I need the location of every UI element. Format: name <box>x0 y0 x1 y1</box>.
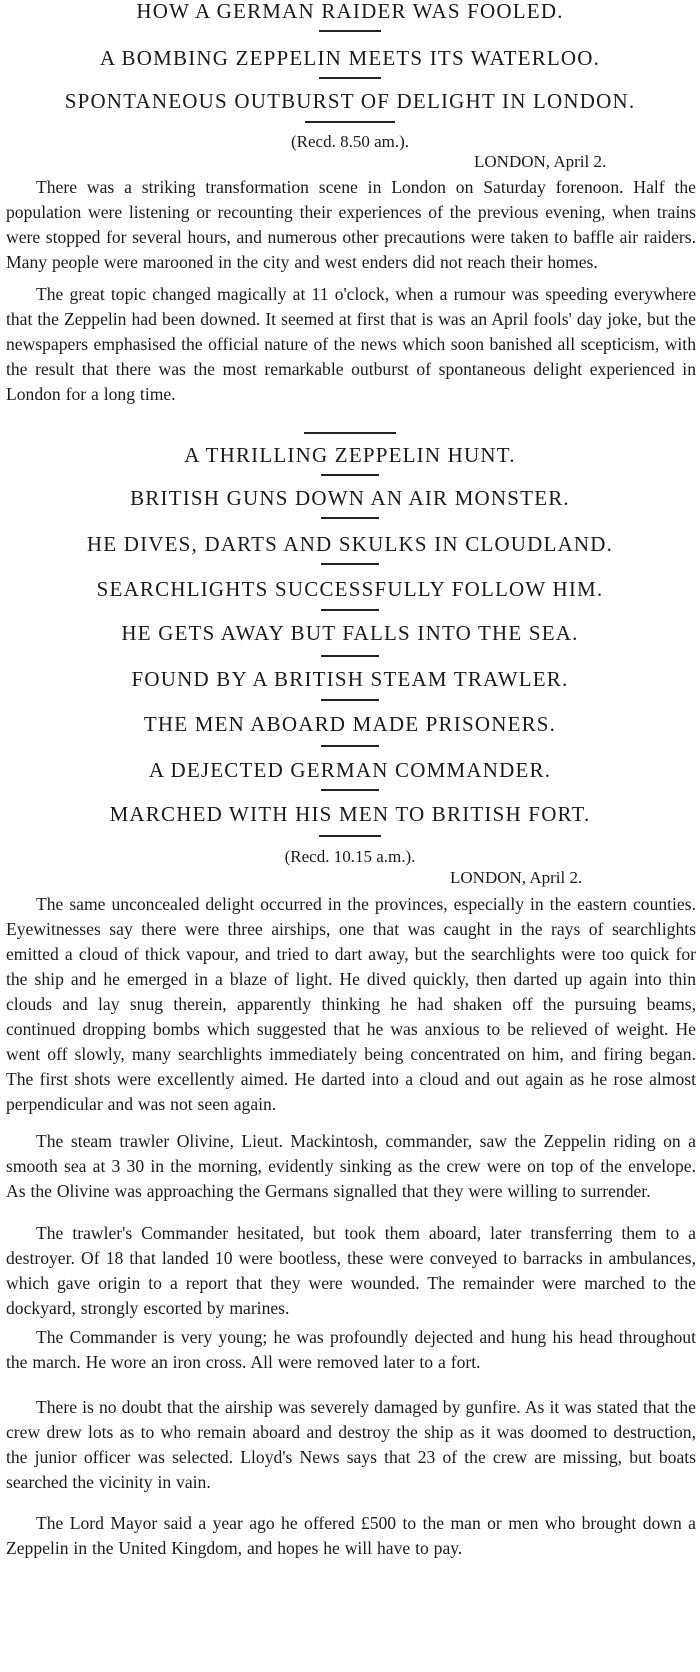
headline-falls-into-sea: HE GETS AWAY BUT FALLS INTO THE SEA. <box>121 621 579 645</box>
headline-divider <box>321 563 379 565</box>
dateline-2: LONDON, April 2. <box>450 868 583 887</box>
paragraph-olivine: The steam trawler Olivine, Lieut. Mackintosh, commander, saw the Zeppelin riding on a smooth sea at 3 30 in the morning, evidently sinking as the crew were on top of the envelope. As the Olivine was approaching the Germans signalled that they were willing to surrender. <box>6 1131 696 1201</box>
headline-dives-darts: HE DIVES, DARTS AND SKULKS IN CLOUDLAND. <box>86 532 614 556</box>
dateline-1: LONDON, April 2. <box>474 152 607 171</box>
section-divider <box>304 432 396 434</box>
headline-zeppelin-hunt: A THRILLING ZEPPELIN HUNT. <box>184 443 516 467</box>
paragraph-lord-mayor: The Lord Mayor said a year ago he offered £500 to the man or men who brought down a Zeppelin in the United Kingdom, and hopes he will have to pay. <box>6 1513 696 1558</box>
headline-dejected-commander: A DEJECTED GERMAN COMMANDER. <box>148 758 552 782</box>
headline-divider <box>321 474 379 476</box>
paragraph-trawler-commander: The trawler's Commander hesitated, but took them aboard, later transferring them to a destroyer. Of 18 that landed 10 were bootless, these were conveyed to barracks in ambulances, which gave origin to a report that they were wounded. The remainder were marched to the dockyard, strongly escorted by marines. <box>6 1223 696 1318</box>
headline-raider-fooled: HOW A GERMAN RAIDER WAS FOOLED. <box>136 0 564 23</box>
headline-british-fort: MARCHED WITH HIS MEN TO BRITISH FORT. <box>109 802 591 826</box>
paragraph-transformation: There was a striking transformation scene in London on Saturday forenoon. Half the population were listening or recounting their experiences of the previous evening, when trains were stopped for several hours, and numerous other precautions were taken to baffle air raiders. Many people were marooned in the city and west enders did not reach their homes. <box>6 177 696 272</box>
headline-divider <box>321 789 379 791</box>
paragraph-young-commander: The Commander is very young; he was profoundly dejected and hung his head throughout the march. He wore an iron cross. All were removed later to a fort. <box>6 1327 696 1372</box>
received-time-2: (Recd. 10.15 a.m.). <box>284 847 416 866</box>
headline-prisoners: THE MEN ABOARD MADE PRISONERS. <box>143 712 557 736</box>
headline-divider <box>305 121 395 123</box>
headline-divider <box>321 517 379 519</box>
headline-british-guns: BRITISH GUNS DOWN AN AIR MONSTER. <box>130 486 570 510</box>
headline-divider <box>321 655 379 657</box>
headline-divider <box>319 30 381 32</box>
headline-steam-trawler: FOUND BY A BRITISH STEAM TRAWLER. <box>131 667 569 691</box>
headline-zeppelin-waterloo: A BOMBING ZEPPELIN MEETS ITS WATERLOO. <box>99 46 601 70</box>
paragraph-great-topic: The great topic changed magically at 11 o'clock, when a rumour was speeding everywhere that the Zeppelin had been downed. It seemed at first that is was an April fools' day joke, but the newspapers emphasised the official nature of the news which soon banished all scepticism, with the result that there was the most remarkable outburst of spontaneous delight experienced in London for a long time. <box>6 284 696 404</box>
received-time-1: (Recd. 8.50 am.). <box>290 132 410 151</box>
headline-outburst-delight: SPONTANEOUS OUTBURST OF DELIGHT IN LONDON. <box>64 89 636 113</box>
headline-divider <box>321 699 379 701</box>
paragraph-provinces: The same unconcealed delight occurred in the provinces, especially in the eastern counties. Eyewitnesses say there were three airships, one that was caught in the rays of searchlights emitted a cloud of thick vapour, and tried to dart away, but the searchlights were too quick for the ship and he emerged in a blaze of light. He dived quickly, then darted up again into thin clouds and lay snug therein, apparently thinking he had shaken off the pursuing beams, continued dropping bombs which suggested that he was anxious to be relieved of weight. He went off slowly, many searchlights immediately being concentrated on him, and firing began. The first shots were excellently aimed. He darted into a cloud and out again as he rose almost perpendicular and was not seen again. <box>6 894 696 1114</box>
headline-divider <box>319 77 381 79</box>
headline-divider <box>321 609 379 611</box>
headline-divider <box>321 745 379 747</box>
headline-searchlights: SEARCHLIGHTS SUCCESSFULLY FOLLOW HIM. <box>96 577 604 601</box>
headline-divider <box>319 835 381 837</box>
paragraph-gunfire-damage: There is no doubt that the airship was severely damaged by gunfire. As it was stated that the crew drew lots as to who remain aboard and destroy the ship as it was doomed to destruction, the junior officer was selected. Lloyd's News says that 23 of the crew are missing, but boats searched the vicinity in vain. <box>6 1397 696 1492</box>
